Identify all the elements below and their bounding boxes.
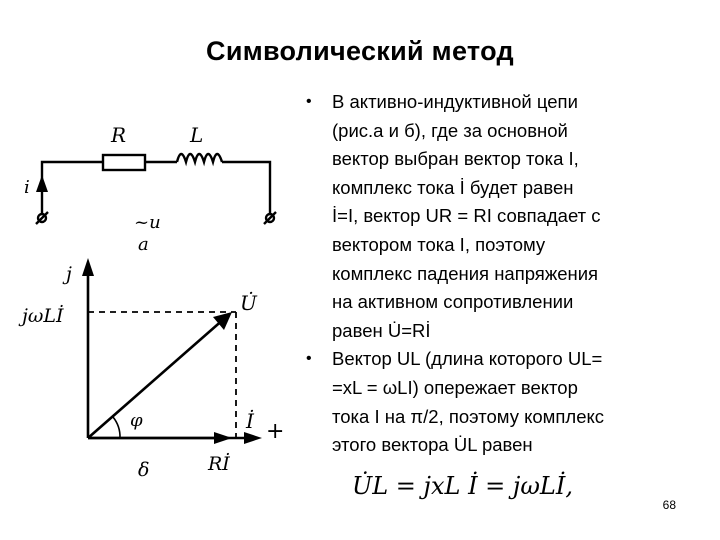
figure-label-delta: δ: [138, 459, 150, 481]
phasor-label-j: j: [66, 263, 72, 285]
circuit-and-phasor-figure: [0, 0, 300, 540]
phasor-diagram: [88, 268, 252, 438]
bullet-1-line: (рис.а и б), где за основной: [332, 119, 568, 141]
bullet-2-line: =xL = ωLI) опережает вектор: [332, 376, 578, 398]
phasor-label-phi: φ: [130, 410, 143, 431]
bullet-dot-icon: •: [306, 93, 312, 110]
bullet-1-line: вектор выбран вектор тока I,: [332, 148, 579, 170]
phasor-label-U: U̇: [240, 291, 257, 315]
bullet-item-2: [296, 345, 706, 459]
real-axis-arrow-icon: [244, 432, 262, 444]
bullet-1-line: комплекс тока İ будет равен: [332, 176, 574, 198]
phasor-label-I: İ: [246, 409, 254, 433]
left-wire: [42, 162, 103, 215]
figure-label-a: a: [138, 234, 149, 255]
phi-arc: [113, 417, 120, 438]
bullet-1-line: вектором тока I, поэтому: [332, 233, 546, 255]
circuit-label-i: i: [24, 177, 30, 198]
page-number: 68: [662, 498, 676, 512]
phasor-label-jwLI: jωLİ: [22, 305, 64, 327]
voltage-vector: [88, 318, 225, 438]
bullet-2-line: этого вектора U̇L равен: [332, 434, 533, 456]
circuit-label-L: L: [190, 123, 204, 147]
j-axis-arrow-icon: [82, 258, 94, 276]
circuit-label-u: ~u: [134, 212, 161, 233]
bullet-1-line: В активно-индуктивной цепи: [332, 91, 578, 112]
bullet-2-line: Вектор UL (длина которого UL=: [332, 348, 603, 370]
resistor: [103, 155, 145, 170]
bullet-1-line: на активном сопротивлении: [332, 291, 574, 313]
bullet-list: [296, 88, 706, 460]
bullet-item-1: [296, 88, 706, 345]
bullet-2-line: тока I на π/2, поэтому комплекс: [332, 405, 605, 427]
formula: U̇L = jxL İ = jωLİ,: [352, 472, 573, 500]
circuit-label-R: R: [111, 123, 127, 147]
right-wire: [222, 162, 270, 215]
bullet-dot-icon: •: [306, 350, 312, 368]
phasor-label-RI: Rİ: [208, 453, 230, 475]
current-arrow-head-icon: [214, 432, 232, 444]
current-arrow-icon: [36, 175, 48, 192]
bullet-1-line: комплекс падения напряжения: [332, 262, 599, 284]
bullet-1-line: İ=I, вектор UR = RI совпадает с: [332, 205, 601, 227]
bullet-1-line: равен U̇=Rİ: [332, 319, 431, 341]
phasor-label-plus: +: [266, 419, 285, 444]
inductor-coil: [177, 154, 222, 162]
slide-title: Символический метод: [206, 36, 514, 66]
